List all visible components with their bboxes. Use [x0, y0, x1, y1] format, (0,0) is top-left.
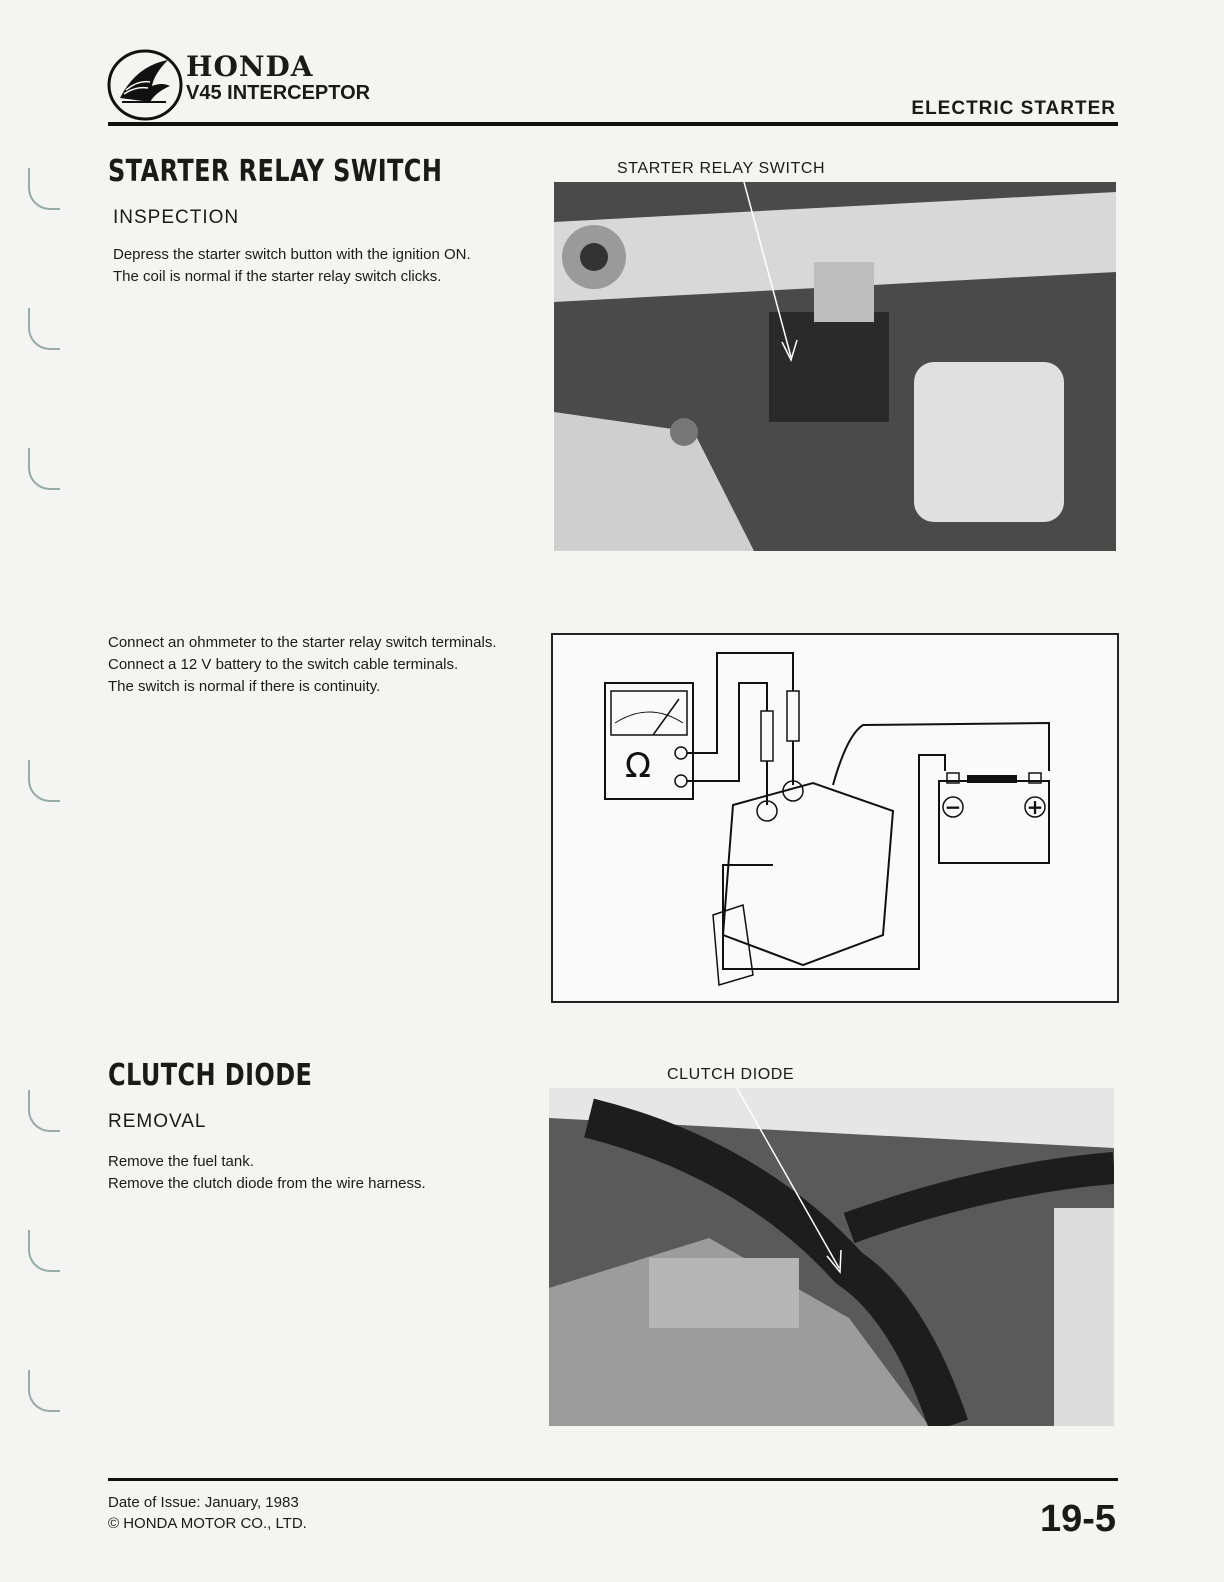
binder-mark	[28, 1230, 60, 1272]
text-line: Remove the fuel tank.	[108, 1153, 254, 1170]
clutch-diode-photo	[549, 1088, 1114, 1426]
relay-paragraph-1	[113, 244, 533, 288]
diode-paragraph	[108, 1151, 528, 1195]
section-title: ELECTRIC STARTER	[911, 98, 1116, 119]
text-line: The switch is normal if there is continuity.	[108, 678, 381, 695]
copyright: © HONDA MOTOR CO., LTD.	[108, 1515, 307, 1532]
binder-mark	[28, 308, 60, 350]
binder-mark	[28, 760, 60, 802]
text-line: Depress the starter switch button with the ignition ON.	[113, 246, 471, 263]
relay-switch-body	[723, 783, 893, 965]
header-rule	[108, 122, 1118, 126]
honda-wing-logo	[106, 46, 184, 124]
footer-block	[108, 1492, 307, 1534]
brand-name: HONDA	[186, 50, 314, 83]
binder-mark	[28, 168, 60, 210]
footer-rule	[108, 1478, 1118, 1481]
page-number: 19-5	[1039, 1498, 1116, 1540]
battery-plus-symbol: +	[1026, 795, 1044, 819]
ohm-symbol: Ω	[625, 746, 651, 786]
binder-mark	[28, 1370, 60, 1412]
text-line: Connect a 12 V battery to the switch cable terminals.	[108, 656, 459, 673]
binder-mark	[28, 1090, 60, 1132]
ohmmeter-test-diagram	[551, 633, 1119, 1003]
model-name: V45 INTERCEPTOR	[186, 82, 371, 104]
text-line: Remove the clutch diode from the wire harness.	[108, 1175, 426, 1192]
battery-minus-symbol: −	[944, 795, 962, 819]
diode-photo-label: CLUTCH DIODE	[667, 1066, 795, 1083]
text-line: The coil is normal if the starter relay switch clicks.	[113, 268, 442, 285]
binder-mark	[28, 448, 60, 490]
issue-date: Date of Issue: January, 1983	[108, 1494, 299, 1511]
relay-subtitle: INSPECTION	[113, 207, 240, 228]
relay-photo-label: STARTER RELAY SWITCH	[617, 160, 826, 177]
relay-paragraph-2	[108, 632, 528, 698]
diode-subtitle: REMOVAL	[108, 1111, 207, 1132]
relay-switch-photo	[554, 182, 1116, 551]
diode-title: CLUTCH DIODE	[108, 1058, 313, 1093]
battery	[939, 781, 1049, 863]
text-line: Connect an ohmmeter to the starter relay switch terminals.	[108, 634, 497, 651]
relay-title: STARTER RELAY SWITCH	[108, 154, 443, 189]
